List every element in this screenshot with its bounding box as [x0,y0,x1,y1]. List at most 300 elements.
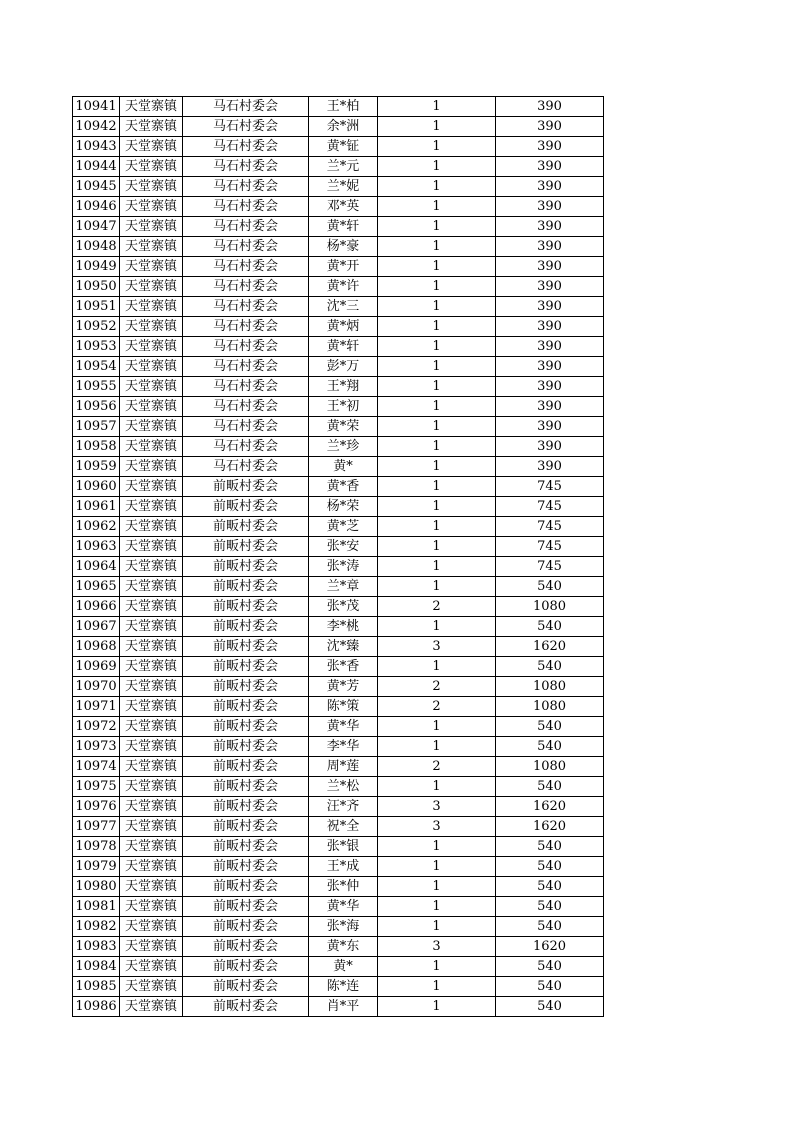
table-row [73,257,604,277]
name-cell: 黄*轩 [309,337,378,357]
count-cell: 1 [378,877,496,897]
name-cell: 兰*元 [309,157,378,177]
serial-cell: 10972 [73,717,120,737]
amount-cell: 540 [496,737,604,757]
name-cell: 肖*平 [309,997,378,1017]
count-cell: 1 [378,137,496,157]
amount-cell: 1080 [496,597,604,617]
town-cell: 天堂寨镇 [120,277,183,297]
village-cell: 前畈村委会 [183,577,309,597]
table-row [73,117,604,137]
table-row [73,397,604,417]
village-cell: 前畈村委会 [183,697,309,717]
town-cell: 天堂寨镇 [120,477,183,497]
table-row [73,517,604,537]
count-cell: 1 [378,117,496,137]
town-cell: 天堂寨镇 [120,117,183,137]
serial-cell: 10945 [73,177,120,197]
serial-cell: 10980 [73,877,120,897]
amount-cell: 390 [496,337,604,357]
table-row [73,177,604,197]
serial-cell: 10981 [73,897,120,917]
amount-cell: 1620 [496,937,604,957]
name-cell: 张*茂 [309,597,378,617]
serial-cell: 10978 [73,837,120,857]
amount-cell: 390 [496,97,604,117]
count-cell: 1 [378,97,496,117]
table-row [73,537,604,557]
town-cell: 天堂寨镇 [120,417,183,437]
count-cell: 2 [378,697,496,717]
serial-cell: 10941 [73,97,120,117]
amount-cell: 1620 [496,637,604,657]
town-cell: 天堂寨镇 [120,577,183,597]
table-row [73,997,604,1017]
name-cell: 黄*芝 [309,517,378,537]
village-cell: 马石村委会 [183,137,309,157]
town-cell: 天堂寨镇 [120,897,183,917]
count-cell: 1 [378,897,496,917]
amount-cell: 540 [496,877,604,897]
village-cell: 前畈村委会 [183,797,309,817]
count-cell: 2 [378,597,496,617]
town-cell: 天堂寨镇 [120,677,183,697]
name-cell: 黄*东 [309,937,378,957]
name-cell: 杨*荣 [309,497,378,517]
table-row [73,417,604,437]
town-cell: 天堂寨镇 [120,617,183,637]
table-row [73,557,604,577]
name-cell: 彭*万 [309,357,378,377]
amount-cell: 390 [496,297,604,317]
serial-cell: 10979 [73,857,120,877]
name-cell: 陈*策 [309,697,378,717]
serial-cell: 10985 [73,977,120,997]
table-row [73,957,604,977]
town-cell: 天堂寨镇 [120,197,183,217]
table-row [73,817,604,837]
town-cell: 天堂寨镇 [120,957,183,977]
town-cell: 天堂寨镇 [120,717,183,737]
town-cell: 天堂寨镇 [120,437,183,457]
serial-cell: 10953 [73,337,120,357]
town-cell: 天堂寨镇 [120,517,183,537]
amount-cell: 390 [496,377,604,397]
amount-cell: 540 [496,777,604,797]
count-cell: 3 [378,637,496,657]
town-cell: 天堂寨镇 [120,697,183,717]
amount-cell: 540 [496,577,604,597]
village-cell: 前畈村委会 [183,537,309,557]
name-cell: 黄* [309,957,378,977]
amount-cell: 390 [496,237,604,257]
table-row [73,757,604,777]
amount-cell: 1620 [496,797,604,817]
amount-cell: 1080 [496,697,604,717]
town-cell: 天堂寨镇 [120,757,183,777]
name-cell: 黄*华 [309,717,378,737]
count-cell: 1 [378,197,496,217]
name-cell: 李*华 [309,737,378,757]
amount-cell: 390 [496,217,604,237]
serial-cell: 10982 [73,917,120,937]
name-cell: 张*仲 [309,877,378,897]
serial-cell: 10967 [73,617,120,637]
village-cell: 马石村委会 [183,157,309,177]
count-cell: 1 [378,517,496,537]
amount-cell: 540 [496,837,604,857]
amount-cell: 390 [496,437,604,457]
count-cell: 3 [378,937,496,957]
table-row [73,277,604,297]
amount-cell: 745 [496,497,604,517]
count-cell: 1 [378,977,496,997]
name-cell: 黄* [309,457,378,477]
count-cell: 1 [378,917,496,937]
name-cell: 兰*妮 [309,177,378,197]
count-cell: 3 [378,797,496,817]
amount-cell: 390 [496,357,604,377]
serial-cell: 10948 [73,237,120,257]
name-cell: 王*柏 [309,97,378,117]
town-cell: 天堂寨镇 [120,737,183,757]
serial-cell: 10960 [73,477,120,497]
amount-cell: 390 [496,137,604,157]
serial-cell: 10977 [73,817,120,837]
serial-cell: 10961 [73,497,120,517]
count-cell: 1 [378,577,496,597]
village-cell: 前畈村委会 [183,617,309,637]
town-cell: 天堂寨镇 [120,797,183,817]
serial-cell: 10973 [73,737,120,757]
name-cell: 祝*全 [309,817,378,837]
count-cell: 1 [378,617,496,637]
village-cell: 前畈村委会 [183,557,309,577]
count-cell: 1 [378,277,496,297]
count-cell: 1 [378,477,496,497]
table-row [73,457,604,477]
name-cell: 张*涛 [309,557,378,577]
serial-cell: 10942 [73,117,120,137]
table-row [73,197,604,217]
count-cell: 1 [378,377,496,397]
amount-cell: 390 [496,117,604,137]
table-row [73,857,604,877]
name-cell: 黄*炳 [309,317,378,337]
table-row [73,217,604,237]
name-cell: 黄*许 [309,277,378,297]
serial-cell: 10943 [73,137,120,157]
name-cell: 余*洲 [309,117,378,137]
count-cell: 2 [378,757,496,777]
village-cell: 前畈村委会 [183,837,309,857]
count-cell: 1 [378,357,496,377]
serial-cell: 10965 [73,577,120,597]
name-cell: 李*桃 [309,617,378,637]
amount-cell: 1620 [496,817,604,837]
name-cell: 汪*齐 [309,797,378,817]
town-cell: 天堂寨镇 [120,217,183,237]
table-row [73,677,604,697]
count-cell: 1 [378,717,496,737]
amount-cell: 390 [496,417,604,437]
table-body [73,97,604,1017]
village-cell: 前畈村委会 [183,817,309,837]
amount-cell: 540 [496,717,604,737]
name-cell: 沈*臻 [309,637,378,657]
table-row [73,837,604,857]
name-cell: 邓*英 [309,197,378,217]
town-cell: 天堂寨镇 [120,997,183,1017]
count-cell: 1 [378,657,496,677]
name-cell: 沈*三 [309,297,378,317]
serial-cell: 10986 [73,997,120,1017]
village-cell: 前畈村委会 [183,877,309,897]
table-row [73,157,604,177]
serial-cell: 10971 [73,697,120,717]
amount-cell: 745 [496,537,604,557]
table-row [73,577,604,597]
amount-cell: 390 [496,157,604,177]
table-row [73,877,604,897]
name-cell: 张*银 [309,837,378,857]
town-cell: 天堂寨镇 [120,597,183,617]
village-cell: 前畈村委会 [183,657,309,677]
town-cell: 天堂寨镇 [120,177,183,197]
count-cell: 1 [378,437,496,457]
village-cell: 前畈村委会 [183,637,309,657]
town-cell: 天堂寨镇 [120,97,183,117]
table-row [73,137,604,157]
village-cell: 马石村委会 [183,297,309,317]
town-cell: 天堂寨镇 [120,297,183,317]
table-row [73,717,604,737]
amount-cell: 390 [496,397,604,417]
town-cell: 天堂寨镇 [120,457,183,477]
village-cell: 马石村委会 [183,437,309,457]
table-row [73,357,604,377]
serial-cell: 10962 [73,517,120,537]
amount-cell: 540 [496,617,604,637]
serial-cell: 10959 [73,457,120,477]
town-cell: 天堂寨镇 [120,817,183,837]
table-row [73,797,604,817]
serial-cell: 10957 [73,417,120,437]
name-cell: 周*莲 [309,757,378,777]
village-cell: 前畈村委会 [183,897,309,917]
count-cell: 2 [378,677,496,697]
table-row [73,317,604,337]
table-row [73,97,604,117]
town-cell: 天堂寨镇 [120,497,183,517]
table-row [73,777,604,797]
count-cell: 1 [378,737,496,757]
village-cell: 马石村委会 [183,197,309,217]
table-row [73,897,604,917]
count-cell: 1 [378,837,496,857]
name-cell: 黄*开 [309,257,378,277]
serial-cell: 10958 [73,437,120,457]
name-cell: 张*海 [309,917,378,937]
amount-cell: 540 [496,917,604,937]
serial-cell: 10969 [73,657,120,677]
amount-cell: 390 [496,317,604,337]
town-cell: 天堂寨镇 [120,877,183,897]
village-cell: 马石村委会 [183,377,309,397]
serial-cell: 10946 [73,197,120,217]
name-cell: 王*成 [309,857,378,877]
count-cell: 1 [378,317,496,337]
table-row [73,937,604,957]
town-cell: 天堂寨镇 [120,637,183,657]
count-cell: 1 [378,217,496,237]
name-cell: 兰*松 [309,777,378,797]
village-cell: 马石村委会 [183,317,309,337]
serial-cell: 10952 [73,317,120,337]
town-cell: 天堂寨镇 [120,237,183,257]
town-cell: 天堂寨镇 [120,777,183,797]
serial-cell: 10963 [73,537,120,557]
count-cell: 1 [378,557,496,577]
amount-cell: 1080 [496,757,604,777]
table-row [73,917,604,937]
name-cell: 黄*芳 [309,677,378,697]
village-cell: 马石村委会 [183,277,309,297]
name-cell: 张*安 [309,537,378,557]
name-cell: 陈*连 [309,977,378,997]
village-cell: 马石村委会 [183,337,309,357]
serial-cell: 10955 [73,377,120,397]
village-cell: 马石村委会 [183,217,309,237]
amount-cell: 390 [496,257,604,277]
village-cell: 马石村委会 [183,357,309,377]
name-cell: 兰*章 [309,577,378,597]
table-row [73,497,604,517]
name-cell: 黄*钲 [309,137,378,157]
serial-cell: 10976 [73,797,120,817]
town-cell: 天堂寨镇 [120,157,183,177]
serial-cell: 10950 [73,277,120,297]
serial-cell: 10944 [73,157,120,177]
village-cell: 前畈村委会 [183,857,309,877]
count-cell: 1 [378,397,496,417]
serial-cell: 10949 [73,257,120,277]
serial-cell: 10951 [73,297,120,317]
village-cell: 前畈村委会 [183,717,309,737]
amount-cell: 390 [496,457,604,477]
amount-cell: 540 [496,857,604,877]
village-cell: 前畈村委会 [183,737,309,757]
name-cell: 张*香 [309,657,378,677]
name-cell: 黄*荣 [309,417,378,437]
name-cell: 黄*香 [309,477,378,497]
village-cell: 马石村委会 [183,97,309,117]
count-cell: 1 [378,537,496,557]
town-cell: 天堂寨镇 [120,657,183,677]
table-row [73,297,604,317]
serial-cell: 10974 [73,757,120,777]
town-cell: 天堂寨镇 [120,937,183,957]
town-cell: 天堂寨镇 [120,397,183,417]
count-cell: 1 [378,257,496,277]
count-cell: 1 [378,957,496,977]
amount-cell: 540 [496,957,604,977]
count-cell: 1 [378,237,496,257]
table-row [73,657,604,677]
count-cell: 1 [378,157,496,177]
count-cell: 3 [378,817,496,837]
town-cell: 天堂寨镇 [120,917,183,937]
table-row [73,617,604,637]
count-cell: 1 [378,857,496,877]
town-cell: 天堂寨镇 [120,837,183,857]
count-cell: 1 [378,417,496,437]
name-cell: 黄*轩 [309,217,378,237]
town-cell: 天堂寨镇 [120,857,183,877]
count-cell: 1 [378,497,496,517]
count-cell: 1 [378,337,496,357]
town-cell: 天堂寨镇 [120,337,183,357]
subsidy-table [72,96,604,1017]
amount-cell: 540 [496,977,604,997]
village-cell: 前畈村委会 [183,477,309,497]
name-cell: 兰*珍 [309,437,378,457]
village-cell: 马石村委会 [183,257,309,277]
amount-cell: 745 [496,557,604,577]
village-cell: 前畈村委会 [183,757,309,777]
table-row [73,697,604,717]
village-cell: 前畈村委会 [183,997,309,1017]
count-cell: 1 [378,177,496,197]
village-cell: 马石村委会 [183,457,309,477]
amount-cell: 540 [496,657,604,677]
name-cell: 王*翔 [309,377,378,397]
town-cell: 天堂寨镇 [120,977,183,997]
amount-cell: 745 [496,517,604,537]
village-cell: 前畈村委会 [183,517,309,537]
serial-cell: 10947 [73,217,120,237]
table-row [73,377,604,397]
village-cell: 前畈村委会 [183,917,309,937]
town-cell: 天堂寨镇 [120,317,183,337]
village-cell: 前畈村委会 [183,977,309,997]
village-cell: 马石村委会 [183,177,309,197]
town-cell: 天堂寨镇 [120,557,183,577]
serial-cell: 10968 [73,637,120,657]
table-row [73,977,604,997]
village-cell: 前畈村委会 [183,497,309,517]
table-row [73,597,604,617]
serial-cell: 10956 [73,397,120,417]
serial-cell: 10970 [73,677,120,697]
count-cell: 1 [378,457,496,477]
town-cell: 天堂寨镇 [120,377,183,397]
table-row [73,637,604,657]
village-cell: 前畈村委会 [183,597,309,617]
amount-cell: 540 [496,997,604,1017]
village-cell: 前畈村委会 [183,777,309,797]
town-cell: 天堂寨镇 [120,257,183,277]
serial-cell: 10964 [73,557,120,577]
amount-cell: 540 [496,897,604,917]
table-row [73,477,604,497]
village-cell: 前畈村委会 [183,937,309,957]
table-row [73,437,604,457]
count-cell: 1 [378,997,496,1017]
table-row [73,737,604,757]
count-cell: 1 [378,777,496,797]
amount-cell: 745 [496,477,604,497]
